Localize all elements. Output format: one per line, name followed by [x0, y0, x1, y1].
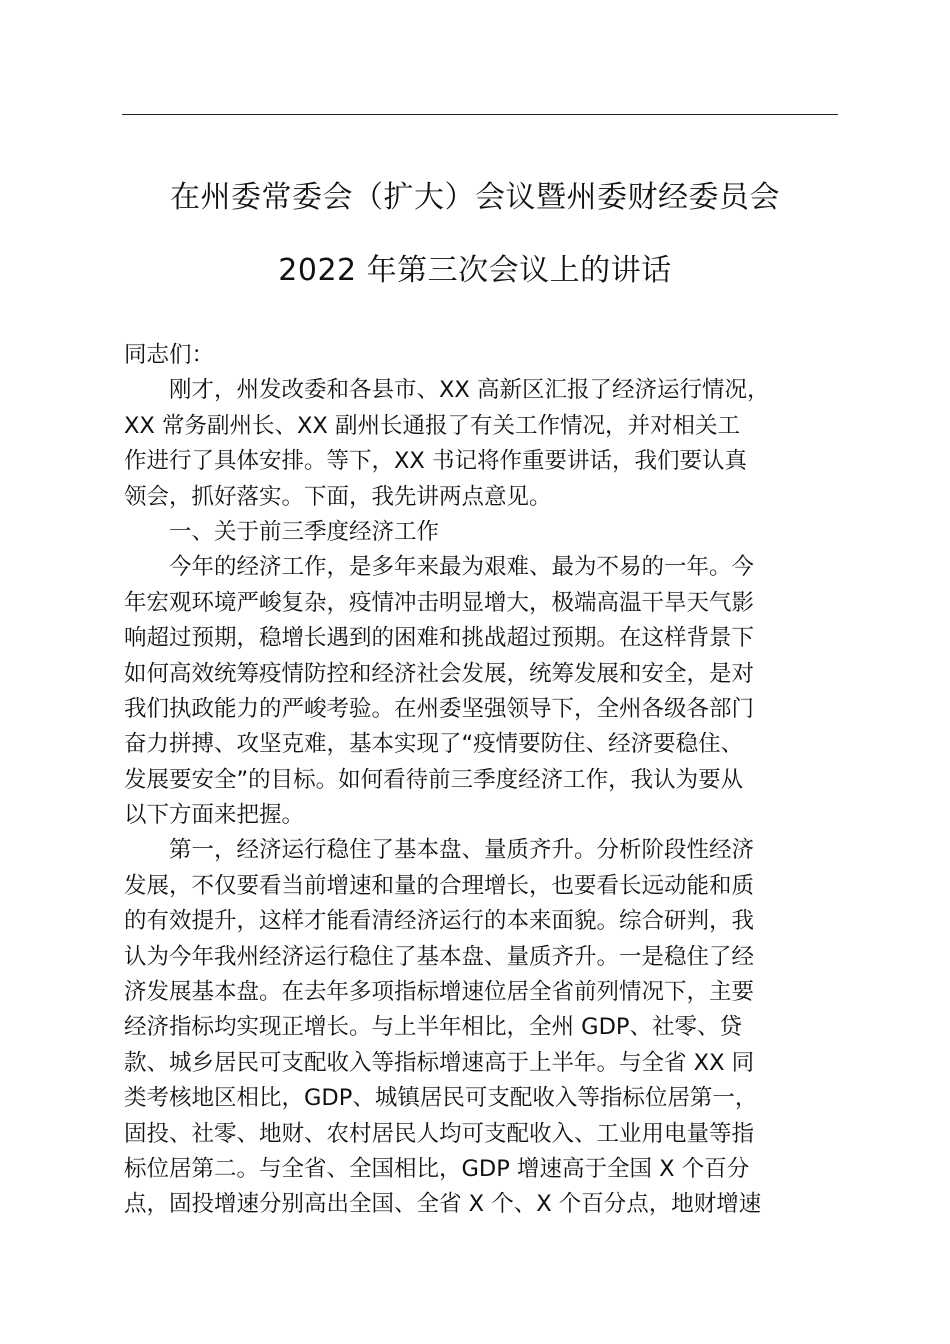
body-line: 作进行了具体安排。等下，XX 书记将作重要讲话，我们要认真	[124, 448, 747, 475]
body-line: 今年的经济工作，是多年来最为艰难、最为不易的一年。今	[169, 554, 755, 581]
body-line: 奋力拼搏、攻坚克难，基本实现了“疫情要防住、经济要稳住、	[124, 731, 744, 758]
body-line: 认为今年我州经济运行稳住了基本盘、量质齐升。一是稳住了经	[124, 943, 755, 970]
body-line: 标位居第二。与全省、全国相比，GDP 增速高于全国 X 个百分	[124, 1155, 750, 1182]
body-line: XX 常务副州长、XX 副州长通报了有关工作情况，并对相关工	[124, 412, 740, 439]
body-line: 济发展基本盘。在去年多项指标增速位居全省前列情况下，主要	[124, 979, 755, 1006]
body-line: 第一，经济运行稳住了基本盘、量质齐升。分析阶段性经济	[169, 837, 755, 864]
body-line: 发展要安全”的目标。如何看待前三季度经济工作，我认为要从	[124, 766, 744, 793]
body-line: 固投、社零、地财、农村居民人均可支配收入、工业用电量等指	[124, 1120, 755, 1147]
body-line: 同志们：	[124, 342, 215, 368]
body-line: 类考核地区相比，GDP、城镇居民可支配收入等指标位居第一，	[124, 1085, 758, 1112]
document-title-line-1: 在州委常委会（扩大）会议暨州委财经委员会	[170, 180, 780, 215]
document-body	[124, 338, 840, 1223]
document-title-line-2: 2022 年第三次会议上的讲话	[278, 253, 672, 288]
body-line: 以下方面来把握。	[124, 802, 305, 829]
body-line: 响超过预期，稳增长遇到的困难和挑战超过预期。在这样背景下	[124, 625, 755, 652]
body-line: 的有效提升，这样才能看清经济运行的本来面貌。综合研判，我	[124, 908, 755, 935]
header-rule	[122, 114, 838, 115]
body-line: 发展，不仅要看当前增速和量的合理增长，也要看长远动能和质	[124, 872, 755, 899]
body-line: 款、城乡居民可支配收入等指标增速高于上半年。与全省 XX 同	[124, 1049, 755, 1076]
body-line: 一、关于前三季度经济工作	[169, 518, 440, 545]
body-line: 经济指标均实现正增长。与上半年相比，全州 GDP、社零、贷	[124, 1014, 742, 1041]
body-line: 点，固投增速分别高出全国、全省 X 个、X 个百分点，地财增速	[124, 1191, 762, 1218]
body-line: 如何高效统筹疫情防控和经济社会发展，统筹发展和安全，是对	[124, 660, 755, 687]
body-line: 领会，抓好落实。下面，我先讲两点意见。	[124, 483, 552, 510]
body-line: 年宏观环境严峻复杂，疫情冲击明显增大，极端高温干旱天气影	[124, 589, 755, 616]
body-line: 刚才，州发改委和各县市、XX 高新区汇报了经济运行情况，	[169, 377, 770, 404]
body-line: 我们执政能力的严峻考验。在州委坚强领导下，全州各级各部门	[124, 695, 755, 722]
